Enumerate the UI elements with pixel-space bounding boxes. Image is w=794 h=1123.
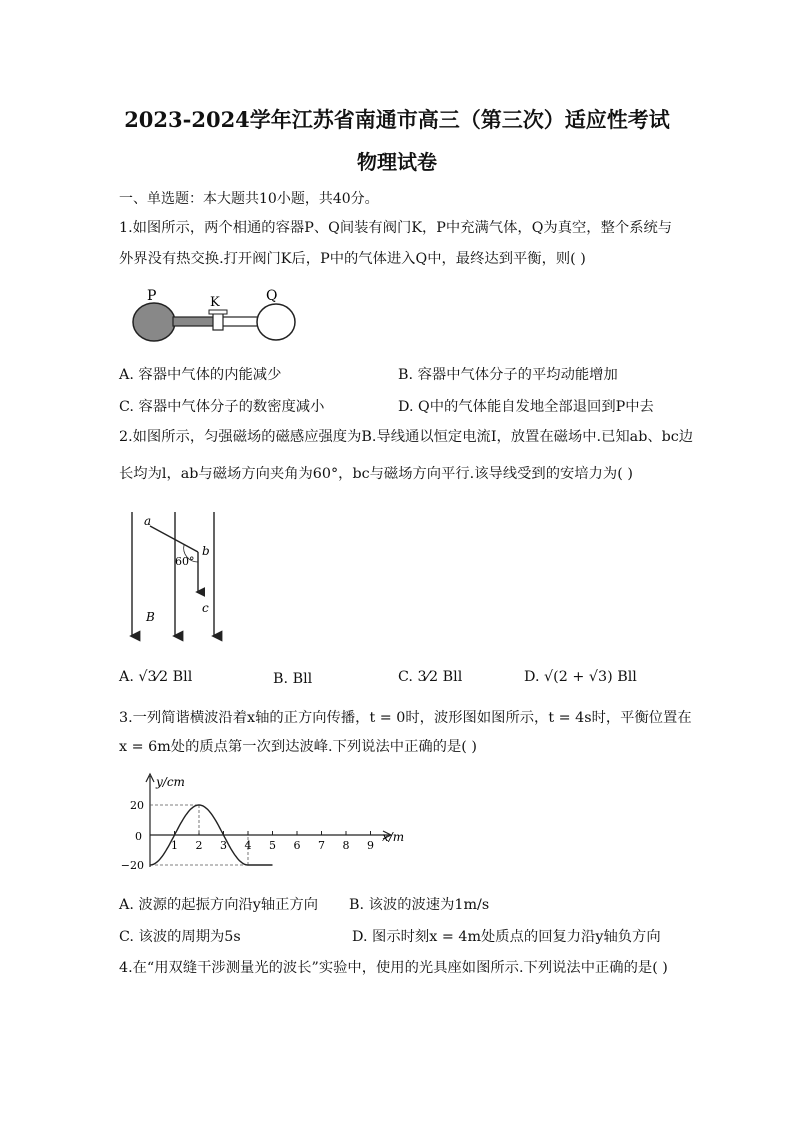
x-tick-label: 6 (293, 839, 301, 852)
q1-stem-line1: 1.如图所示，两个相通的容器P、Q间装有阀门K，P中充满气体，Q为真空，整个系统与 (119, 220, 673, 236)
q2-stem-line2: 长均为l，ab与磁场方向夹角为60°，bc与磁场方向平行.该导线受到的安培力为( ) (119, 466, 633, 482)
x-tick-label: 2 (195, 839, 203, 852)
q2-option-c[interactable]: C. 3⁄2 Bll (398, 669, 463, 685)
q1-figure-containers (125, 282, 305, 352)
q2-option-b[interactable]: B. Bll (273, 671, 313, 687)
section-heading: 一、单选题：本大题共10小题，共40分。 (119, 191, 379, 207)
q1-option-d[interactable]: D. Q中的气体能自发地全部退回到P中去 (398, 399, 654, 415)
x-tick-label: 8 (342, 839, 350, 852)
x-tick-label: 9 (367, 839, 374, 852)
x-tick-label: 4 (244, 839, 252, 852)
q3-option-d[interactable]: D. 图示时刻x = 4m处质点的回复力沿y轴负方向 (352, 929, 661, 945)
label-a: a (144, 514, 152, 528)
container-p (133, 303, 175, 341)
label-q: Q (266, 288, 278, 304)
exam-title: 2023-2024学年江苏省南通市高三（第三次）适应性考试 (124, 107, 670, 132)
label-b: b (202, 544, 210, 558)
label-angle: 60° (175, 555, 195, 568)
q2-option-a[interactable]: A. √3⁄2 Bll (119, 669, 193, 685)
q2-option-d[interactable]: D. √(2 + √3) Bll (524, 669, 637, 685)
x-tick-label: 7 (318, 839, 325, 852)
label-field-b: B (146, 610, 155, 624)
q1-option-c[interactable]: C. 容器中气体分子的数密度减小 (119, 399, 325, 415)
q3-option-c[interactable]: C. 该波的周期为5s (119, 929, 241, 945)
y-tick-label: −20 (120, 859, 144, 872)
wire-ab (150, 526, 198, 552)
q4-stem-line1: 4.在“用双缝干涉测量光的波长”实验中，使用的光具座如图所示.下列说法中正确的是( ) (119, 960, 668, 976)
q1-stem-line2: 外界没有热交换.打开阀门K后，P中的气体进入Q中，最终达到平衡，则( ) (119, 251, 586, 267)
label-c: c (202, 601, 209, 615)
label-p: P (147, 288, 157, 304)
x-tick-label: 1 (171, 839, 178, 852)
q3-option-a[interactable]: A. 波源的起振方向沿y轴正方向 (119, 897, 319, 913)
pipe-right (222, 317, 260, 326)
q1-option-a[interactable]: A. 容器中气体的内能减少 (119, 367, 282, 383)
x-axis-label: x/m (382, 830, 405, 844)
label-k: K (210, 295, 220, 310)
y-tick-label: 20 (130, 799, 144, 812)
valve-handle (209, 310, 227, 314)
x-tick-label: 3 (220, 839, 227, 852)
q2-stem-line1: 2.如图所示，匀强磁场的磁感应强度为B.导线通以恒定电流I，放置在磁场中.已知ab、bc边 (119, 429, 694, 445)
pipe-left (173, 317, 215, 326)
x-tick-label: 5 (269, 839, 276, 852)
q3-stem-line2: x = 6m处的质点第一次到达波峰.下列说法中正确的是( ) (119, 739, 477, 755)
exam-subtitle: 物理试卷 (357, 150, 437, 174)
container-q (257, 304, 295, 340)
q3-option-b[interactable]: B. 该波的波速为1m/s (349, 897, 490, 913)
q3-stem-line1: 3.一列简谐横波沿着x轴的正方向传播，t = 0时，波形图如图所示，t = 4s时，平衡位置在 (119, 710, 692, 726)
q2-figure-magnetic-field (122, 508, 232, 643)
y-axis-label: y/cm (156, 775, 185, 789)
q1-option-b[interactable]: B. 容器中气体分子的平均动能增加 (398, 367, 618, 383)
valve-k-icon (213, 312, 223, 330)
q3-wave-chart (118, 770, 418, 875)
origin-label: 0 (135, 830, 142, 843)
